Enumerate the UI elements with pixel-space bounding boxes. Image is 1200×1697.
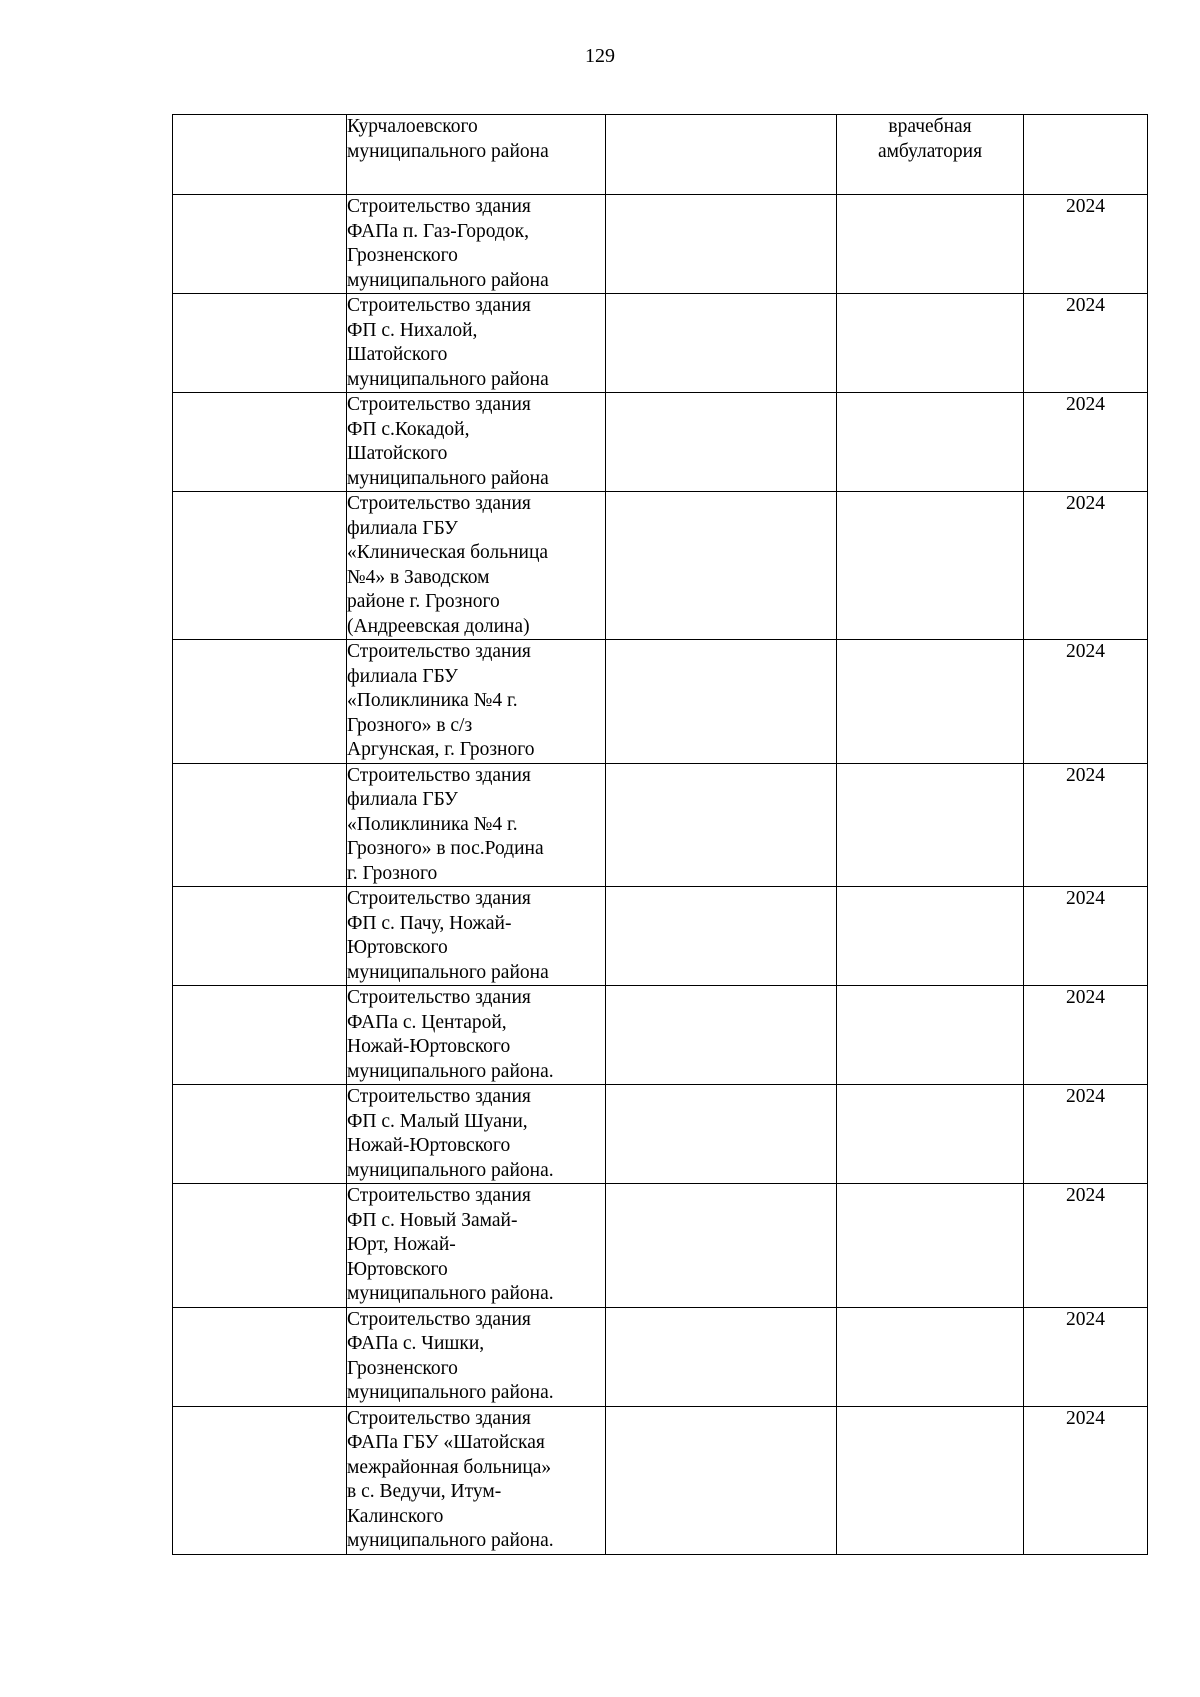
table-cell-empty [173, 1085, 347, 1184]
table-cell-year [1024, 195, 1148, 294]
object-name: Строительство здания ФП с. Нихалой, Шатойского муниципального района [347, 295, 549, 390]
object-name: Строительство здания ФАПа п. Газ-Городок, Грозненского муниципального района [347, 196, 549, 291]
table-cell-type [837, 1085, 1024, 1184]
table-cell-empty [606, 393, 837, 492]
year-value: 2024 [1066, 1185, 1105, 1206]
table-cell-year [1024, 1307, 1148, 1406]
year-value: 2024 [1066, 1407, 1105, 1429]
table-cell-type [837, 393, 1024, 492]
table-cell-type [837, 294, 1024, 393]
table-cell-type [837, 492, 1024, 640]
year-value: 2024 [1066, 295, 1105, 316]
year-value: 2024 [1066, 196, 1105, 217]
table-cell-type [837, 1406, 1024, 1554]
table-cell-empty [173, 1406, 347, 1554]
table-cell-type [837, 763, 1024, 887]
table-cell-name [347, 1184, 606, 1308]
table-cell-empty [606, 763, 837, 887]
object-name: Строительство здания ФП с. Малый Шуани, Ножай-Юртовского муниципального района. [347, 1086, 554, 1181]
table-cell-year [1024, 492, 1148, 640]
table-cell-year [1024, 763, 1148, 887]
table-row [173, 640, 1148, 764]
facility-type: врачебная амбулатория [877, 116, 983, 162]
table-cell-empty [173, 115, 347, 195]
table-cell-empty [606, 195, 837, 294]
table-cell-name [347, 1085, 606, 1184]
table-cell-name [347, 492, 606, 640]
table-row [173, 115, 1148, 195]
object-name: Курчалоевского муниципального района [347, 116, 549, 162]
table-cell-empty [173, 1307, 347, 1406]
table-cell-year [1024, 1085, 1148, 1184]
table-cell-type [837, 115, 1024, 195]
table-cell-name [347, 1406, 606, 1554]
table-cell-name [347, 115, 606, 195]
table-cell-type [837, 887, 1024, 986]
table-row [173, 1406, 1148, 1554]
table-row [173, 393, 1148, 492]
table-cell-empty [606, 1307, 837, 1406]
table-cell-empty [606, 986, 837, 1085]
object-name: Строительство здания ФП с. Пачу, Ножай- Юртовского муниципального района [347, 888, 549, 983]
construction-table [172, 114, 1148, 1555]
table-row [173, 195, 1148, 294]
object-name: Строительство здания филиала ГБУ «Клиническая больница №4» в Заводском районе г. Грозного (Андреевская долина) [347, 493, 549, 637]
year-value: 2024 [1066, 1308, 1105, 1330]
table-cell-empty [606, 1406, 837, 1554]
table-cell-type [837, 1307, 1024, 1406]
table-cell-type [837, 640, 1024, 764]
year-value: 2024 [1066, 493, 1105, 514]
object-name: Строительство здания филиала ГБУ «Поликлиника №4 г. Грозного» в с/з Аргунская, г. Грозного [347, 641, 535, 760]
object-name: Строительство здания ФАПа с. Центарой, Ножай-Юртовского муниципального района. [347, 987, 554, 1082]
year-value: 2024 [1066, 888, 1105, 909]
table-cell-name [347, 763, 606, 887]
table-cell-year [1024, 887, 1148, 986]
table-cell-year [1024, 640, 1148, 764]
table-cell-empty [606, 492, 837, 640]
object-name: Строительство здания ФП с.Кокадой, Шатойского муниципального района [347, 394, 549, 489]
table-cell-year [1024, 1184, 1148, 1308]
year-value: 2024 [1066, 764, 1105, 786]
table-row [173, 763, 1148, 887]
table-row [173, 492, 1148, 640]
table-cell-empty [173, 887, 347, 986]
table-cell-empty [173, 640, 347, 764]
table-cell-year [1024, 115, 1148, 195]
table-cell-year [1024, 986, 1148, 1085]
object-name: Строительство здания ФАПа ГБУ «Шатойская межрайонная больница» в с. Ведучи, Итум- Калинского муниципального района. [347, 1407, 554, 1551]
table-cell-empty [173, 492, 347, 640]
table-row [173, 1184, 1148, 1308]
table-row [173, 1307, 1148, 1406]
table-row [173, 887, 1148, 986]
table-row [173, 986, 1148, 1085]
table-cell-year [1024, 393, 1148, 492]
table-cell-type [837, 986, 1024, 1085]
page-number: 129 [585, 45, 615, 67]
year-value: 2024 [1066, 1086, 1105, 1107]
table-cell-name [347, 195, 606, 294]
table-cell-empty [606, 294, 837, 393]
object-name: Строительство здания ФАПа с. Чишки, Грозненского муниципального района. [347, 1308, 554, 1403]
table-cell-year [1024, 1406, 1148, 1554]
table-cell-name [347, 294, 606, 393]
table-cell-name [347, 1307, 606, 1406]
table-cell-empty [606, 1085, 837, 1184]
table-cell-type [837, 195, 1024, 294]
year-value: 2024 [1066, 641, 1105, 662]
table-cell-empty [173, 986, 347, 1085]
year-value: 2024 [1066, 394, 1105, 415]
table-cell-name [347, 393, 606, 492]
table-cell-name [347, 640, 606, 764]
table-cell-empty [173, 1184, 347, 1308]
table-cell-empty [173, 294, 347, 393]
table-cell-empty [606, 115, 837, 195]
object-name: Строительство здания ФП с. Новый Замай- Юрт, Ножай- Юртовского муниципального района. [347, 1185, 554, 1304]
table-row [173, 294, 1148, 393]
table-cell-empty [173, 195, 347, 294]
table-cell-empty [606, 1184, 837, 1308]
table-cell-empty [606, 887, 837, 986]
year-value: 2024 [1066, 987, 1105, 1008]
table-cell-name [347, 887, 606, 986]
table-cell-empty [173, 393, 347, 492]
table-cell-empty [173, 763, 347, 887]
table-cell-year [1024, 294, 1148, 393]
object-name: Строительство здания филиала ГБУ «Поликлиника №4 г. Грозного» в пос.Родина г. Грозного [347, 764, 544, 884]
table-cell-type [837, 1184, 1024, 1308]
table-cell-empty [606, 640, 837, 764]
table-cell-name [347, 986, 606, 1085]
table-row [173, 1085, 1148, 1184]
